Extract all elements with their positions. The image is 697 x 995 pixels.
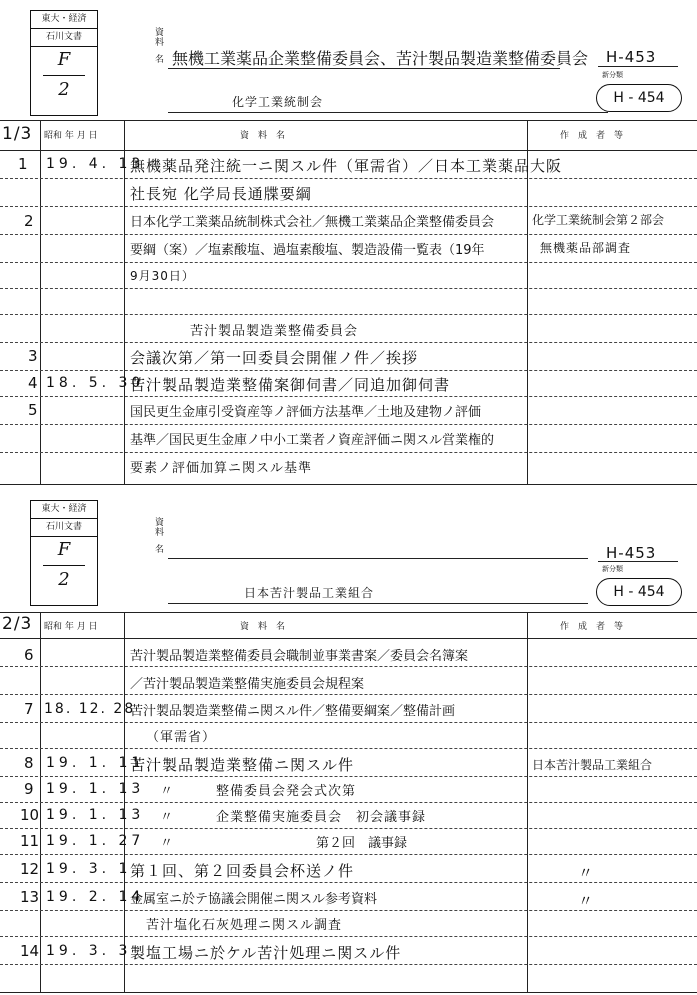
label-shiryo: 資料 [155, 28, 165, 48]
row-date: 19. 1. 13 [46, 781, 145, 797]
sub-label: 新分類 [602, 71, 623, 79]
row-date: 19. 3. 3 [46, 943, 132, 959]
row-title: 会議次第／第一回委員会開催ノ件／挨拶 [130, 349, 419, 367]
row-number: 1 [18, 155, 28, 173]
row-number: 10 [20, 806, 40, 824]
sub-label: 新分類 [602, 565, 623, 573]
row-title: 製塩工場ニ於ケル苦汁処理ニ関スル件 [130, 944, 402, 962]
document-title: 無機工業薬品企業整備委員会、苦汁製品製造業整備委員会 [172, 49, 589, 68]
col-header-author: 作 成 者 等 [560, 622, 624, 632]
col-header-name: 資 料 名 [240, 622, 286, 632]
row-number: 14 [20, 942, 40, 960]
row-title: 〃 整備委員会発会式次第 [160, 784, 357, 799]
row-title: （軍需省） [146, 730, 217, 745]
row-title: 社長宛 化学局長通牒要綱 [130, 185, 312, 203]
label-shiryo: 資料 [155, 518, 165, 538]
row-date: 19. 4. 13 [46, 156, 145, 172]
row-number: 12 [20, 860, 40, 878]
new-number: H - 454 [596, 84, 682, 112]
row-title: 要素ノ評価加算ニ関スル基準 [130, 461, 313, 476]
row-number: 13 [20, 888, 40, 906]
row-title: 苦汁製品製造業整備案御伺書／同追加御伺書 [130, 376, 451, 394]
stamp-collection: 石川文書 [31, 29, 97, 47]
new-number: H - 454 [596, 578, 682, 606]
row-date: 19. 2. 14 [46, 889, 145, 905]
row-number: 8 [24, 754, 34, 772]
row-title: 日本化学工業薬品統制株式会社／無機工業薬品企業整備委員会 [130, 215, 495, 230]
row-title: 第１回、第２回委員会杯送ノ件 [130, 862, 355, 880]
row-author: 化学工業統制会第２部会 [532, 213, 665, 227]
row-author: 〃 [578, 864, 595, 882]
page-indicator: 2/3 [2, 614, 33, 634]
row-title: 9月30日） [130, 269, 195, 283]
row-author: 無機薬品部調査 [540, 241, 632, 255]
section-subheading: 苦汁製品製造業整備委員会 [190, 324, 359, 339]
row-number: 9 [24, 780, 34, 798]
stamp-org: 東大・経済 [31, 11, 97, 29]
row-title: 苦汁製品製造業整備委員会職制並事業書案／委員会名簿案 [130, 649, 469, 664]
stamp-collection: 石川文書 [31, 519, 97, 537]
row-number: 3 [28, 347, 38, 365]
call-number: H-453 [606, 48, 657, 66]
row-title: 基準／国民更生金庫ノ中小工業者ノ資産評価ニ関スル営業権的 [130, 433, 495, 448]
row-number: 6 [24, 646, 34, 664]
row-title: 国民更生金庫引受資産等ノ評価方法基準／土地及建物ノ評価 [130, 405, 482, 420]
stamp-code: F [57, 49, 71, 70]
row-title: 〃 第２回 議事録 [160, 836, 408, 851]
row-number: 4 [28, 374, 38, 392]
col-header-date: 昭和 年 月 日 [44, 622, 98, 632]
row-title: 要綱（案）／塩素酸塩、過塩素酸塩、製造設備一覧表（19年 [130, 243, 485, 258]
stamp-num: 2 [58, 79, 70, 100]
archive-stamp [30, 10, 98, 116]
row-title: ／苦汁製品製造業整備実施委員会規程案 [130, 677, 365, 692]
archive-stamp [30, 500, 98, 606]
col-header-author: 作 成 者 等 [560, 131, 624, 141]
publisher: 化学工業統制会 [232, 95, 324, 109]
col-header-date: 昭和 年 月 日 [44, 131, 98, 141]
row-date: 18. 5. 30 [46, 375, 145, 391]
row-title: 苦汁塩化石灰処理ニ関スル調査 [146, 918, 343, 933]
label-mei: 名 [155, 55, 165, 65]
page-indicator: 1/3 [2, 124, 33, 144]
row-number: 2 [24, 212, 34, 230]
row-number: 5 [28, 401, 38, 419]
publisher: 日本苦汁製品工業組合 [244, 586, 375, 600]
label-mei: 名 [155, 545, 165, 555]
row-title: 苦汁製品製造業整備ニ関スル件／整備要綱案／整備計画 [130, 704, 456, 719]
row-title: 無機薬品発注統一ニ関スル件（軍需省）／日本工業薬品大阪 [130, 157, 563, 175]
row-date: 18. 12. 28 [44, 701, 136, 717]
row-date: 19. 1. 27 [46, 833, 145, 849]
stamp-code: F [57, 539, 71, 560]
row-date: 19. 3. 1 [46, 861, 132, 877]
stamp-num: 2 [58, 569, 70, 590]
stamp-org: 東大・経済 [31, 501, 97, 519]
row-number: 7 [24, 700, 34, 718]
row-number: 11 [20, 832, 40, 850]
call-number: H-453 [606, 544, 657, 562]
col-header-name: 資 料 名 [240, 131, 286, 141]
row-title: 苦汁製品製造業整備ニ関スル件 [130, 756, 355, 774]
row-title: 〃 企業整備実施委員会 初会議事録 [160, 810, 427, 825]
row-date: 19. 1. 11 [46, 755, 145, 771]
row-title: 金属室ニ於テ協議会開催ニ関スル参考資料 [130, 892, 378, 907]
row-author: 〃 [578, 892, 595, 910]
row-date: 19. 1. 13 [46, 807, 145, 823]
row-author: 日本苦汁製品工業組合 [532, 758, 653, 772]
